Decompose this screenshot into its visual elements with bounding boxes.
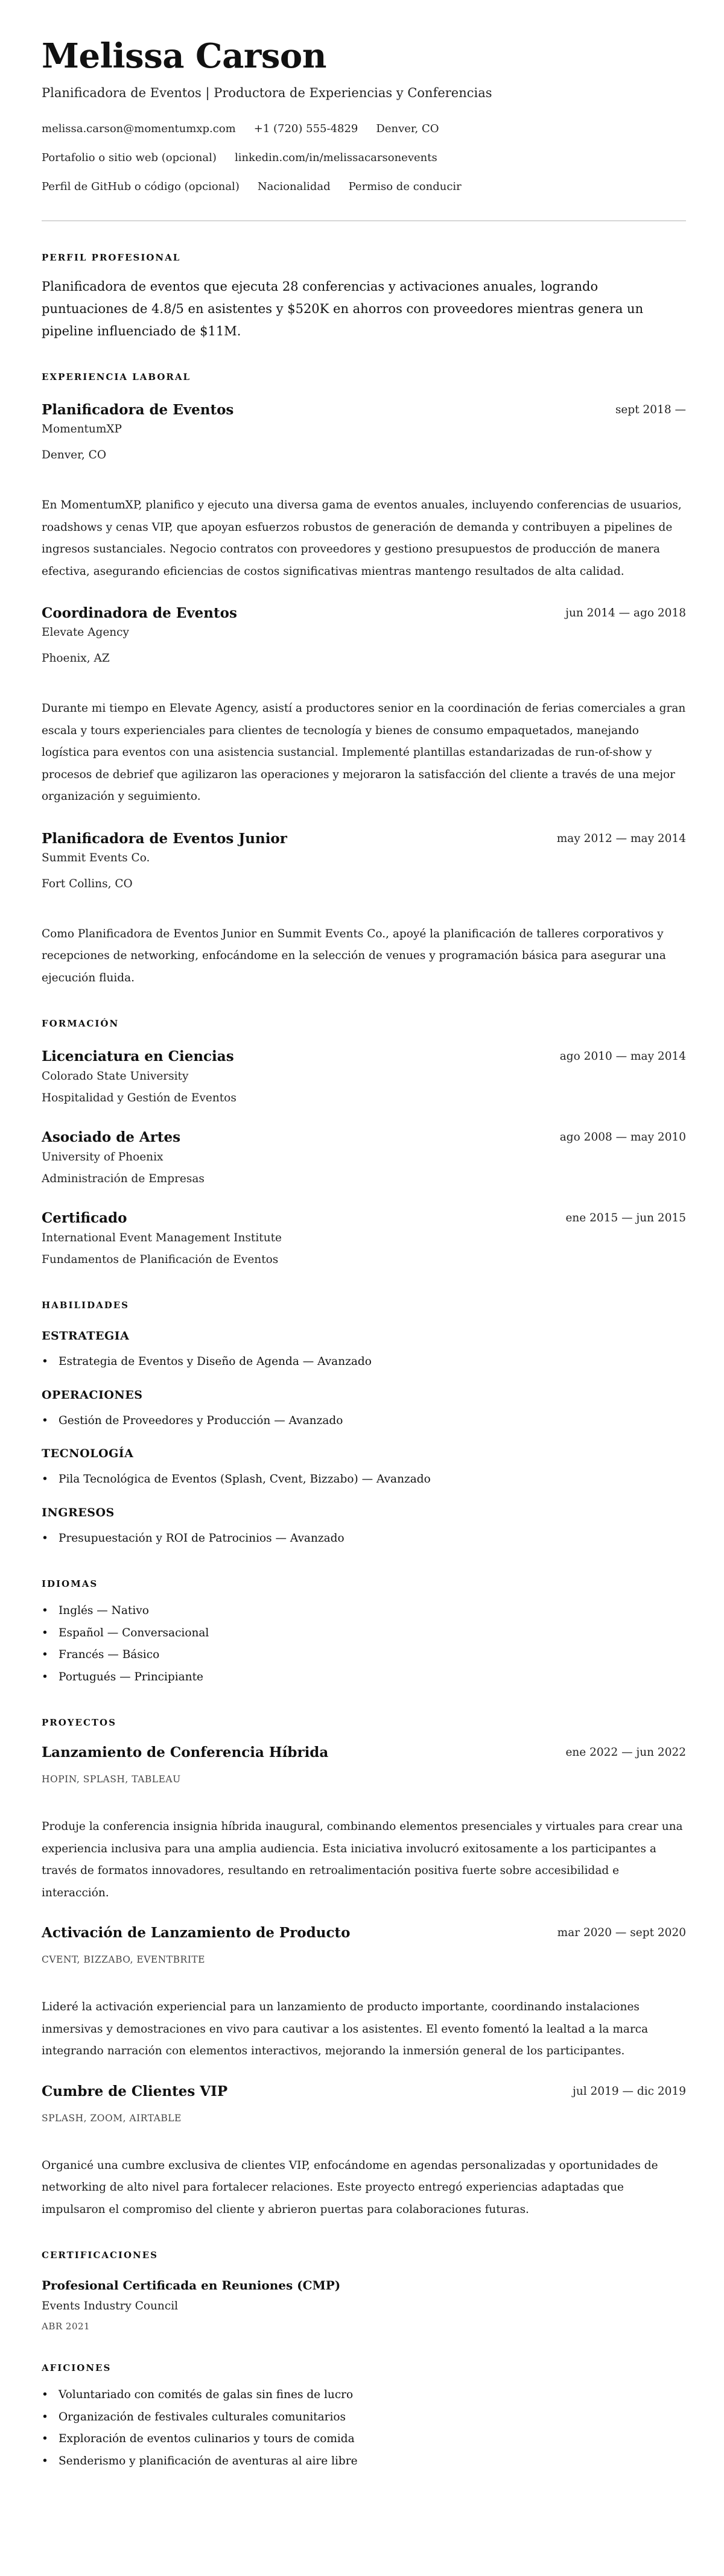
field-of-study: Administración de Empresas <box>42 1172 205 1185</box>
hobbies-section <box>42 2362 686 2472</box>
experience-list <box>42 401 686 989</box>
section-heading: FORMACIÓN <box>42 1018 119 1029</box>
skill-category <box>42 1387 686 1432</box>
education-dates: ago 2010 — may 2014 <box>559 1050 686 1063</box>
skill-category-name: OPERACIONES <box>42 1388 143 1402</box>
project-dates: mar 2020 — sept 2020 <box>557 1926 686 1939</box>
education-section <box>42 1017 686 1271</box>
school-name: Colorado State University <box>42 1070 189 1083</box>
resume-header <box>42 37 686 196</box>
skill-item: • Gestión de Proveedores y Producción — Avanzado <box>42 1410 686 1432</box>
project-title: Cumbre de Clientes VIP <box>42 2083 228 2100</box>
contact-row <box>42 178 686 196</box>
section-heading: CERTIFICACIONES <box>42 2250 158 2261</box>
skills-section <box>42 1299 686 1549</box>
hobby-item: • Voluntariado con comités de galas sin fines de lucro <box>42 2384 686 2407</box>
skill-list <box>42 1528 686 1550</box>
job-location: Fort Collins, CO <box>42 877 133 890</box>
project-title: Lanzamiento de Conferencia Híbrida <box>42 1744 329 1761</box>
job-company: Summit Events Co. <box>42 851 150 864</box>
hobby-item: • Senderismo y planificación de aventuras al aire libre <box>42 2451 686 2473</box>
section-heading: PROYECTOS <box>42 1717 116 1728</box>
degree-title: Asociado de Artes <box>42 1129 181 1145</box>
job-description: En MomentumXP, planifico y ejecuto una diversa gama de eventos anuales, incluyendo conferencias de usuarios, roadshows y cenas VIP, que apoyan esfuerzos robustos de generación de demanda y contribuyen a pipelines de ingresos sustanciales. Negocio contratos con proveedores y gestiono presupuestos de producción de manera efectiva, asegurando eficiencias de costos significativas mientras mantengo resultados de alta calidad. <box>42 499 682 578</box>
language-item: • Portugués — Principiante <box>42 1666 686 1689</box>
summary-section <box>42 252 686 343</box>
contact-linkedin[interactable]: linkedin.com/in/melissacarsonevents <box>234 151 437 164</box>
section-heading: HABILIDADES <box>42 1300 129 1311</box>
project-entry <box>42 2083 686 2221</box>
field-of-study: Fundamentos de Planificación de Eventos <box>42 1253 279 1266</box>
job-location: Phoenix, AZ <box>42 652 110 665</box>
project-tech: SPLASH, ZOOM, AIRTABLE <box>42 2112 182 2124</box>
language-item: • Español — Conversacional <box>42 1622 686 1645</box>
job-title: Planificadora de Eventos Junior <box>42 830 287 847</box>
job-location: Denver, CO <box>42 449 106 461</box>
education-list <box>42 1048 686 1271</box>
skill-item: • Estrategia de Eventos y Diseño de Agenda — Avanzado <box>42 1351 686 1373</box>
job-company: MomentumXP <box>42 423 122 435</box>
certification-issuer: Events Industry Council <box>42 2300 179 2312</box>
project-dates: jul 2019 — dic 2019 <box>573 2084 686 2098</box>
job-title: Planificadora de Eventos <box>42 402 234 418</box>
job-entry <box>42 830 686 990</box>
job-entry <box>42 604 686 808</box>
experience-section <box>42 371 686 989</box>
education-entry <box>42 1048 686 1109</box>
job-dates: may 2012 — may 2014 <box>556 832 686 845</box>
contact-row <box>42 149 686 167</box>
skill-category-name: INGRESOS <box>42 1505 115 1519</box>
contact-row <box>42 120 686 138</box>
job-entry <box>42 401 686 583</box>
contact-github[interactable]: Perfil de GitHub o código (opcional) <box>42 180 240 193</box>
hobby-item: • Organización de festivales culturales comunitarios <box>42 2407 686 2429</box>
certification-title: Profesional Certificada en Reuniones (CMP) <box>42 2278 341 2293</box>
job-description: Como Planificadora de Eventos Junior en Summit Events Co., apoyé la planificación de talleres corporativos y recepciones de networking, enfocándome en la selección de venues y programación básica para asegurar una ejecución fluida. <box>42 927 666 984</box>
section-heading: AFICIONES <box>42 2362 112 2373</box>
candidate-name: Melissa Carson <box>42 36 326 76</box>
projects-list <box>42 1744 686 2221</box>
certification-date: ABR 2021 <box>42 2321 91 2332</box>
projects-section <box>42 1717 686 2221</box>
skill-list <box>42 1410 686 1432</box>
contact-nationality: Nacionalidad <box>257 180 331 193</box>
certification-entry <box>42 2277 686 2334</box>
summary-text: Planificadora de eventos que ejecuta 28 conferencias y activaciones anuales, logrando puntuaciones de 4.8/5 en asistentes y $520K en ahorros con proveedores mientras genera un pipeline influenciado de $11M. <box>42 279 644 338</box>
project-dates: ene 2022 — jun 2022 <box>565 1746 686 1759</box>
section-heading: IDIOMAS <box>42 1578 98 1589</box>
languages-list <box>42 1600 686 1688</box>
project-tech: CVENT, BIZZABO, EVENTBRITE <box>42 1954 205 1965</box>
field-of-study: Hospitalidad y Gestión de Eventos <box>42 1092 237 1104</box>
skill-category <box>42 1446 686 1491</box>
education-dates: ene 2015 — jun 2015 <box>565 1212 686 1224</box>
project-entry <box>42 1924 686 2063</box>
project-description: Organicé una cumbre exclusiva de clientes VIP, enfocándome en agendas personalizadas y oportunidades de networking de alto nivel para fortalecer relaciones. Este proyecto entregó experiencias adaptadas que impulsaron el compromiso del cliente y abrieron puertas para colaboraciones futuras. <box>42 2159 658 2216</box>
header-divider <box>42 220 686 221</box>
skill-list <box>42 1351 686 1373</box>
hobby-item: • Exploración de eventos culinarios y tours de comida <box>42 2428 686 2451</box>
job-dates: sept 2018 — <box>615 403 686 416</box>
hobbies-list <box>42 2384 686 2472</box>
skill-list <box>42 1469 686 1491</box>
project-description: Produje la conferencia insignia híbrida inaugural, combinando elementos presenciales y virtuales para crear una experiencia inclusiva para una amplia audiencia. Esta iniciativa involucró exitosamente a los participantes a través de formatos innovadores, resultando en retroalimentación positiva fuerte sobre accesibilidad e interacción. <box>42 1820 683 1899</box>
contact-driving-license: Permiso de conducir <box>348 180 462 193</box>
education-dates: ago 2008 — may 2010 <box>559 1131 686 1144</box>
job-title: Coordinadora de Eventos <box>42 605 237 621</box>
skill-category <box>42 1328 686 1373</box>
project-description: Lideré la activación experiencial para un lanzamiento de producto importante, coordinando instalaciones inmersivas y demostraciones en vivo para cautivar a los asistentes. El evento fomentó la lealtad a la marca integrando narración con elementos interactivos, mejorando la inmersión general de los participantes. <box>42 2001 649 2057</box>
contact-phone[interactable]: +1 (720) 555-4829 <box>253 122 358 135</box>
education-entry <box>42 1128 686 1190</box>
section-heading: PERFIL PROFESIONAL <box>42 252 181 263</box>
skills-list <box>42 1328 686 1549</box>
contact-email[interactable]: melissa.carson@momentumxp.com <box>42 122 236 135</box>
job-company: Elevate Agency <box>42 626 129 639</box>
certifications-list <box>42 2277 686 2334</box>
school-name: University of Phoenix <box>42 1151 164 1163</box>
candidate-headline: Planificadora de Eventos | Productora de Experiencias y Conferencias <box>42 86 492 100</box>
skill-category-name: ESTRATEGIA <box>42 1329 130 1343</box>
project-tech: HOPIN, SPLASH, TABLEAU <box>42 1774 181 1785</box>
skill-item: • Pila Tecnológica de Eventos (Splash, Cvent, Bizzabo) — Avanzado <box>42 1469 686 1491</box>
languages-section <box>42 1578 686 1688</box>
project-entry <box>42 1744 686 1904</box>
project-title: Activación de Lanzamiento de Producto <box>42 1925 351 1941</box>
section-heading: EXPERIENCIA LABORAL <box>42 372 191 382</box>
skill-category-name: TECNOLOGÍA <box>42 1447 134 1460</box>
skill-category <box>42 1505 686 1550</box>
degree-title: Certificado <box>42 1210 127 1226</box>
school-name: International Event Management Institute <box>42 1232 282 1244</box>
certifications-section <box>42 2249 686 2334</box>
skill-item: • Presupuestación y ROI de Patrocinios — Avanzado <box>42 1528 686 1550</box>
job-description: Durante mi tiempo en Elevate Agency, asistí a productores senior en la coordinación de ferias comerciales a gran escala y tours experienciales para clientes de tecnología y bienes de consumo empaquetados, manejando logística para eventos con una asistencia sustancial. Implementé plantillas estandarizadas de run-of-show y procesos de debrief que agilizaron las operaciones y mejoraron la satisfacción del cliente a través de una mejor organización y seguimiento. <box>42 702 686 803</box>
degree-title: Licenciatura en Ciencias <box>42 1048 234 1065</box>
job-dates: jun 2014 — ago 2018 <box>565 607 686 619</box>
education-entry <box>42 1209 686 1271</box>
contact-location: Denver, CO <box>376 122 439 135</box>
language-item: • Francés — Básico <box>42 1644 686 1666</box>
contact-portfolio[interactable]: Portafolio o sitio web (opcional) <box>42 151 217 164</box>
language-item: • Inglés — Nativo <box>42 1600 686 1622</box>
